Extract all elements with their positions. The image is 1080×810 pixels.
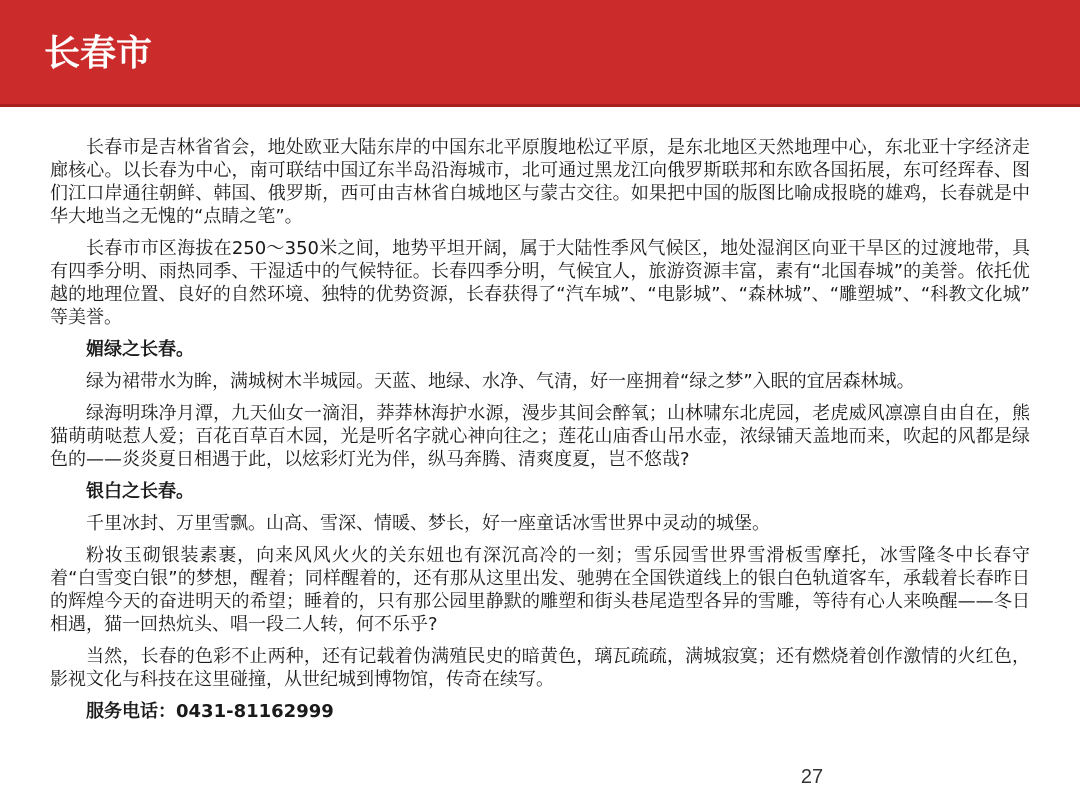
service-phone: 服务电话：0431-81162999 bbox=[86, 701, 334, 722]
section-heading-silver: 银白之长春。 bbox=[86, 481, 194, 502]
page-title: 长春市 bbox=[44, 33, 153, 74]
colors-paragraph: 当然，长春的色彩不止两种，还有记载着伪满殖民史的暗黄色，璃瓦疏疏，满城寂寞；还有燃烧着创作激情的火红色，影视文化与科技在这里碰撞，从世纪城到博物馆，传奇在续写。 bbox=[50, 646, 1030, 690]
intro-paragraph: 长春市是吉林省省会，地处欧亚大陆东岸的中国东北平原腹地松辽平原，是东北地区天然地理中心，东北亚十字经济走廊核心。以长春为中心，南可联结中国辽东半岛沿海城市，北可通过黑龙江向俄罗斯联邦和东欧各国拓展，东可经珲春、图们江口岸通往朝鲜、韩国、俄罗斯，西可由吉林省白城地区与蒙古交往。如果把中国的版图比喻成报晓的雄鸡，长春就是中华大地当之无愧的“点睛之笔”。 bbox=[50, 137, 1030, 227]
silver-detail-paragraph: 粉妆玉砌银装素裹，向来风风火火的关东妞也有深沉高冷的一刻；雪乐园雪世界雪滑板雪摩托，冰雪隆冬中长春守着“白雪变白银”的梦想，醒着；同样醒着的，还有那从这里出发、驰骋在全国铁道线上的银白色轨道客车，承载着长春昨日的辉煌今天的奋进明天的希望；睡着的，只有那公园里静默的雕塑和街头巷尾造型各异的雪雕，等待有心人来唤醒——冬日相遇，猫一回热炕头、唱一段二人转，何不乐乎? bbox=[50, 545, 1030, 635]
page-number: 27 bbox=[800, 766, 824, 788]
green-summary-paragraph: 绿为裙带水为眸，满城树木半城园。天蓝、地绿、水净、气清，好一座拥着“绿之梦”入眠的宜居森林城。 bbox=[86, 371, 915, 392]
section-heading-green: 媚绿之长春。 bbox=[86, 339, 194, 360]
green-detail-paragraph: 绿海明珠净月潭，九天仙女一滴泪，莽莽林海护水源，漫步其间会醉氧；山林啸东北虎园，老虎威风凛凛自由自在，熊猫萌萌哒惹人爱；百花百草百木园，光是听名字就心神向往之；莲花山庙香山吊水壶，浓绿铺天盖地而来，吹起的风都是绿色的——炎炎夏日相遇于此，以炫彩灯光为伴，纵马奔腾、清爽度夏，岂不悠哉? bbox=[50, 403, 1030, 470]
climate-paragraph: 长春市市区海拔在250～350米之间，地势平坦开阔，属于大陆性季风气候区，地处湿润区向亚干旱区的过渡地带，具有四季分明、雨热同季、干湿适中的气候特征。长春四季分明，气候宜人，旅游资源丰富，素有“北国春城”的美誉。依托优越的地理位置、良好的自然环境、独特的优势资源，长春获得了“汽车城”、“电影城”、“森林城”、“雕塑城”、“科教文化城” 等美誉。 bbox=[50, 238, 1030, 328]
silver-summary-paragraph: 千里冰封、万里雪飘。山高、雪深、情暖、梦长，好一座童话冰雪世界中灵动的城堡。 bbox=[86, 513, 770, 534]
title-banner bbox=[0, 0, 1080, 107]
article-body bbox=[50, 136, 1030, 732]
